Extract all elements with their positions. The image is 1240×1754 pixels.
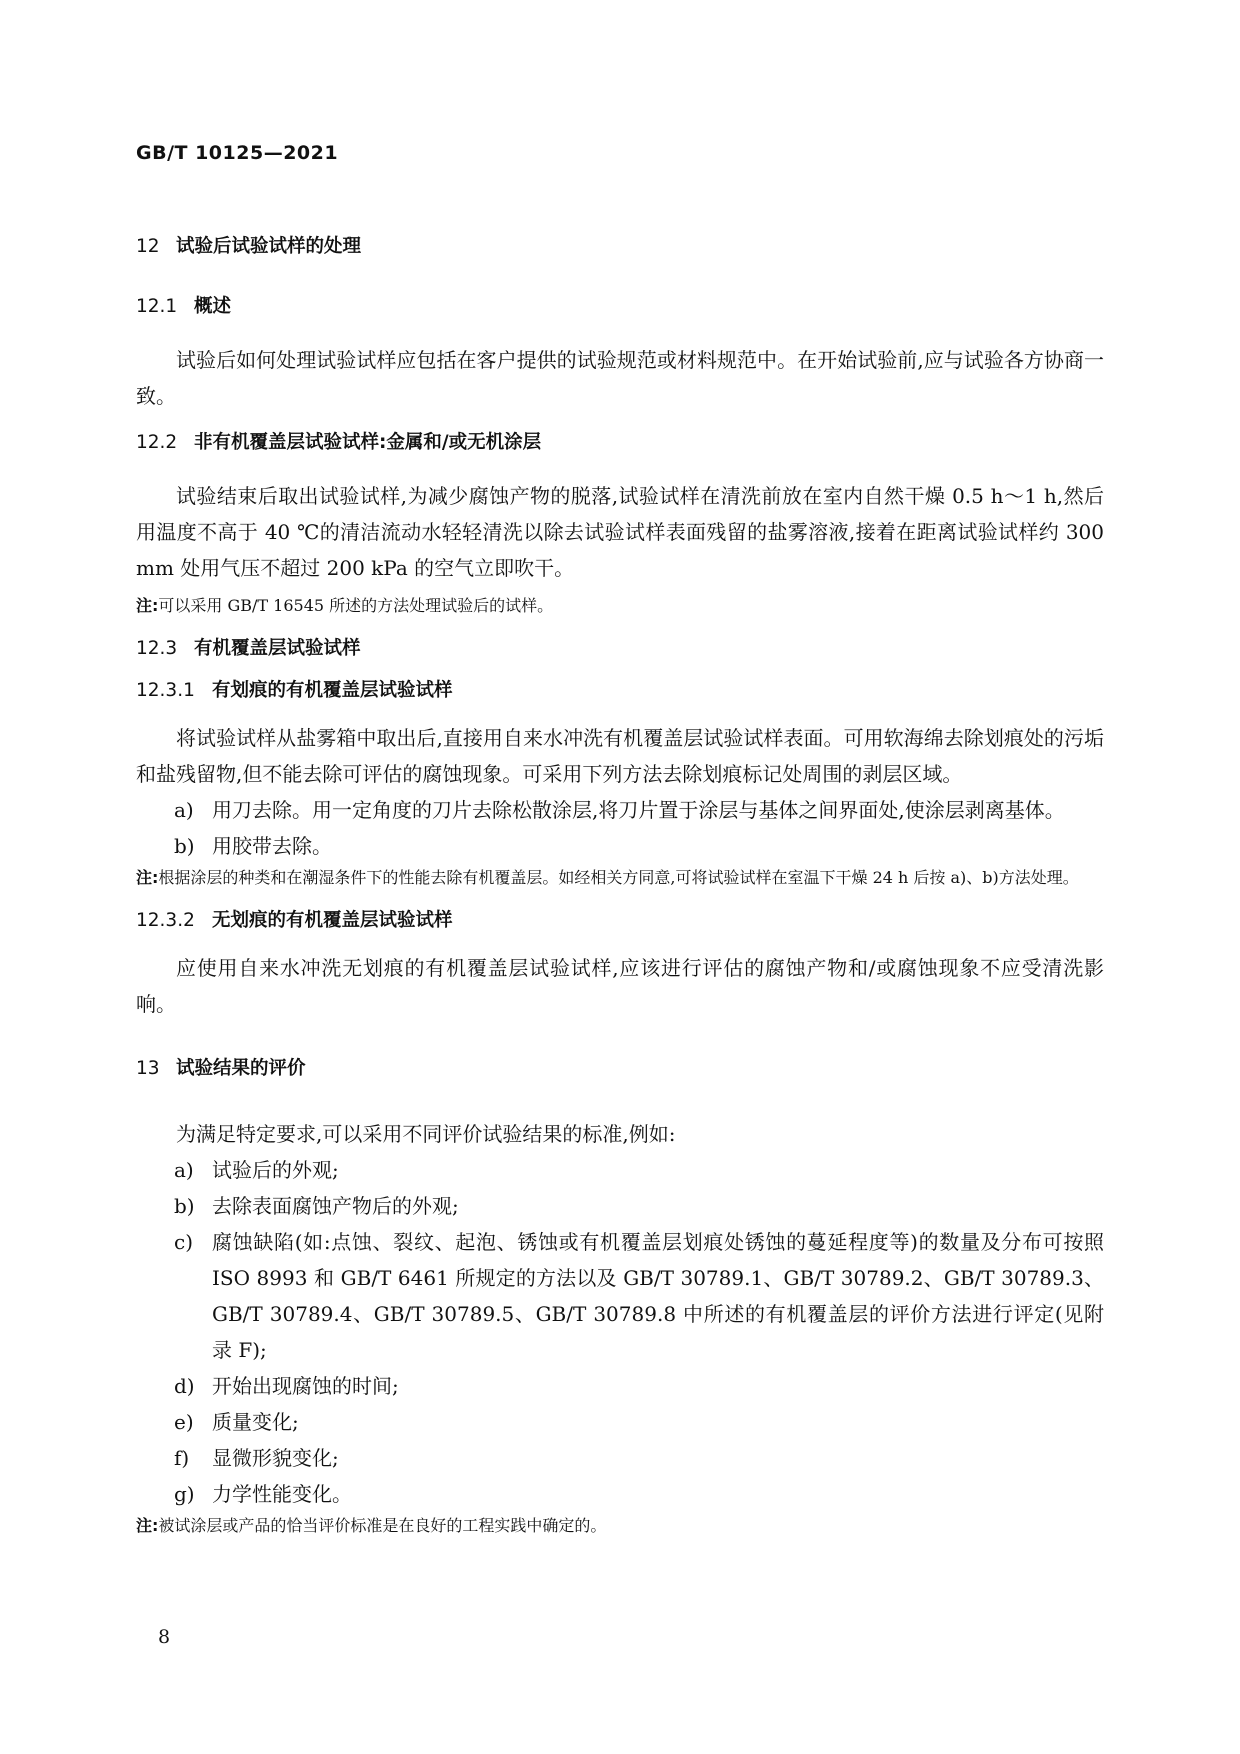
- list-item: [174, 1404, 1104, 1440]
- note-label: 注:: [136, 868, 159, 887]
- note-text: 被试涂层或产品的恰当评价标准是在良好的工程实践中确定的。: [158, 1516, 607, 1535]
- heading-title: 有机覆盖层试验试样: [194, 638, 361, 659]
- list-marker: f): [174, 1446, 190, 1470]
- paragraph-12-3-2: 应使用自来水冲洗无划痕的有机覆盖层试验试样,应该进行评估的腐蚀产物和/或腐蚀现象不应受清洗影响。: [136, 956, 1104, 1016]
- note-text: 根据涂层的种类和在潮湿条件下的性能去除有机覆盖层。如经相关方同意,可将试验试样在室温下干燥 24 h 后按 a)、b)方法处理。: [158, 868, 1079, 887]
- heading-number: 12.3.1: [136, 680, 195, 701]
- heading-title: 无划痕的有机覆盖层试验试样: [212, 910, 453, 931]
- list-text: 力学性能变化。: [212, 1482, 352, 1506]
- list-marker: g): [174, 1482, 195, 1506]
- heading-12-3-2: [136, 908, 1104, 934]
- list-marker: d): [174, 1374, 195, 1398]
- document-body: [136, 234, 1104, 1540]
- note-13: [136, 1512, 1104, 1540]
- list-text: 用胶带去除。: [212, 834, 332, 858]
- list-item: [174, 1476, 1104, 1512]
- list-marker: a): [174, 1158, 194, 1182]
- list-13: [136, 1152, 1104, 1512]
- heading-number: 12.2: [136, 432, 178, 453]
- list-text: 用刀去除。用一定角度的刀片去除松散涂层,将刀片置于涂层与基体之间界面处,使涂层剥离基体。: [212, 798, 1065, 822]
- heading-number: 12.3: [136, 638, 178, 659]
- list-marker: c): [174, 1230, 194, 1254]
- paragraph-12-1: 试验后如何处理试验试样应包括在客户提供的试验规范或材料规范中。在开始试验前,应与试验各方协商一致。: [136, 348, 1104, 408]
- list-item: [174, 1440, 1104, 1476]
- note-text: 可以采用 GB/T 16545 所述的方法处理试验后的试样。: [158, 596, 554, 615]
- note-label: 注:: [136, 596, 159, 615]
- heading-12-3: [136, 636, 1104, 662]
- heading-12: [136, 234, 1104, 260]
- list-text: 去除表面腐蚀产物后的外观;: [212, 1194, 459, 1218]
- heading-title: 概述: [194, 296, 232, 317]
- document-code: GB/T 10125—2021: [136, 142, 339, 164]
- list-12-3-1: [136, 792, 1104, 864]
- list-item: [174, 1188, 1104, 1224]
- note-label: 注:: [136, 1516, 159, 1535]
- list-item: [174, 792, 1104, 828]
- heading-title: 试验后试验试样的处理: [176, 236, 362, 257]
- heading-number: 12.1: [136, 296, 178, 317]
- paragraph-12-3-1: 将试验试样从盐雾箱中取出后,直接用自来水冲洗有机覆盖层试验试样表面。可用软海绵去除划痕处的污垢和盐残留物,但不能去除可评估的腐蚀现象。可采用下列方法去除划痕标记处周围的剥层区域。: [136, 726, 1104, 786]
- list-text: 质量变化;: [212, 1410, 299, 1434]
- heading-title: 非有机覆盖层试验试样:金属和/或无机涂层: [194, 432, 542, 453]
- list-marker: a): [174, 798, 194, 822]
- heading-number: 12: [136, 236, 160, 257]
- note-12-2: [136, 592, 1104, 620]
- note-12-3-1: [136, 864, 1104, 892]
- heading-title: 有划痕的有机覆盖层试验试样: [212, 680, 453, 701]
- heading-12-2: [136, 430, 1104, 456]
- page-number: 8: [158, 1626, 171, 1648]
- paragraph-12-2: 试验结束后取出试验试样,为减少腐蚀产物的脱落,试验试样在清洗前放在室内自然干燥 0.5 h～1 h,然后用温度不高于 40 ℃的清洁流动水轻轻清洗以除去试验试样表面残留的盐雾溶液,接着在距离试验试样约 300 mm 处用气压不超过 200 kPa 的空气立即吹干。: [136, 484, 1104, 580]
- list-marker: b): [174, 834, 195, 858]
- heading-number: 13: [136, 1058, 160, 1079]
- list-item: [174, 1224, 1104, 1368]
- list-text: 试验后的外观;: [212, 1158, 339, 1182]
- heading-12-1: [136, 294, 1104, 320]
- list-text: 开始出现腐蚀的时间;: [212, 1374, 399, 1398]
- heading-title: 试验结果的评价: [176, 1058, 306, 1079]
- list-marker: b): [174, 1194, 195, 1218]
- list-item: [174, 828, 1104, 864]
- heading-13: [136, 1056, 1104, 1082]
- heading-number: 12.3.2: [136, 910, 195, 931]
- list-text: 显微形貌变化;: [212, 1446, 339, 1470]
- list-marker: e): [174, 1410, 194, 1434]
- list-text: 腐蚀缺陷(如:点蚀、裂纹、起泡、锈蚀或有机覆盖层划痕处锈蚀的蔓延程度等)的数量及分布可按照 ISO 8993 和 GB/T 6461 所规定的方法以及 GB/T 30789.1、GB/T 30789.2、GB/T 30789.3、GB/T 30789.4、GB/T 30789.5、GB/T 30789.8 中所述的有机覆盖层的评价方法进行评定(见附录 F);: [212, 1230, 1104, 1362]
- heading-12-3-1: [136, 678, 1104, 704]
- list-item: [174, 1368, 1104, 1404]
- list-item: [174, 1152, 1104, 1188]
- paragraph-13: 为满足特定要求,可以采用不同评价试验结果的标准,例如:: [176, 1122, 676, 1146]
